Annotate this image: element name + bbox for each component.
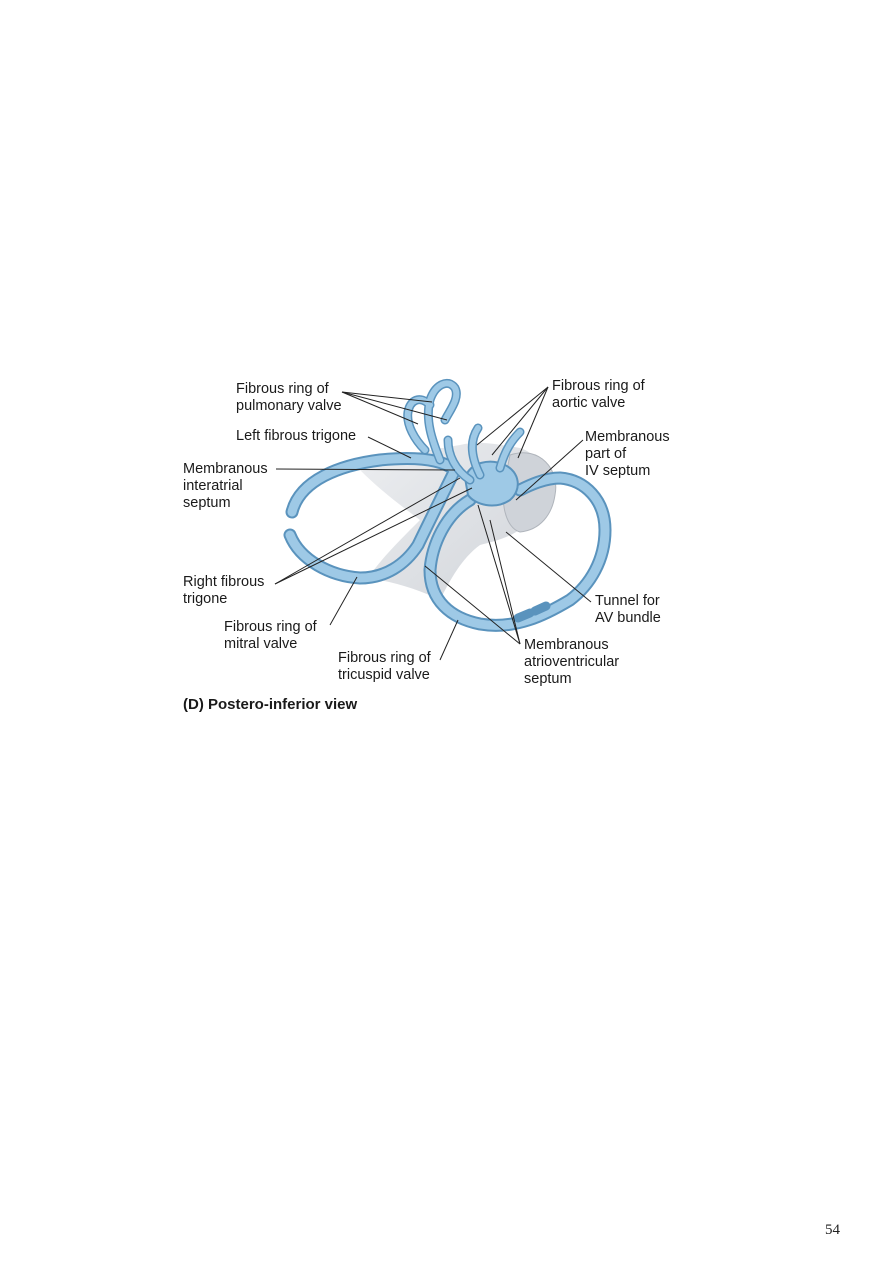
label-av-bundle-tunnel: Tunnel for AV bundle (595, 593, 661, 626)
label-right-fibrous-trigone: Right fibrous trigone (183, 574, 265, 607)
label-membranous-iv-septum: Membranous part of IV septum (585, 429, 670, 479)
label-aortic-ring: Fibrous ring of aortic valve (552, 378, 645, 411)
label-mitral-ring: Fibrous ring of mitral valve (224, 619, 317, 652)
figure-caption: (D) Postero-inferior view (183, 696, 358, 713)
label-tricuspid-ring: Fibrous ring of tricuspid valve (338, 650, 431, 683)
label-left-fibrous-trigone: Left fibrous trigone (236, 428, 357, 444)
label-pulmonary-ring: Fibrous ring of pulmonary valve (236, 381, 342, 414)
label-membranous-av-septum: Membranous atrioventricular septum (524, 637, 620, 687)
page-number: 54 (825, 1222, 840, 1238)
label-membranous-interatrial-septum: Membranous interatrial septum (183, 461, 268, 511)
